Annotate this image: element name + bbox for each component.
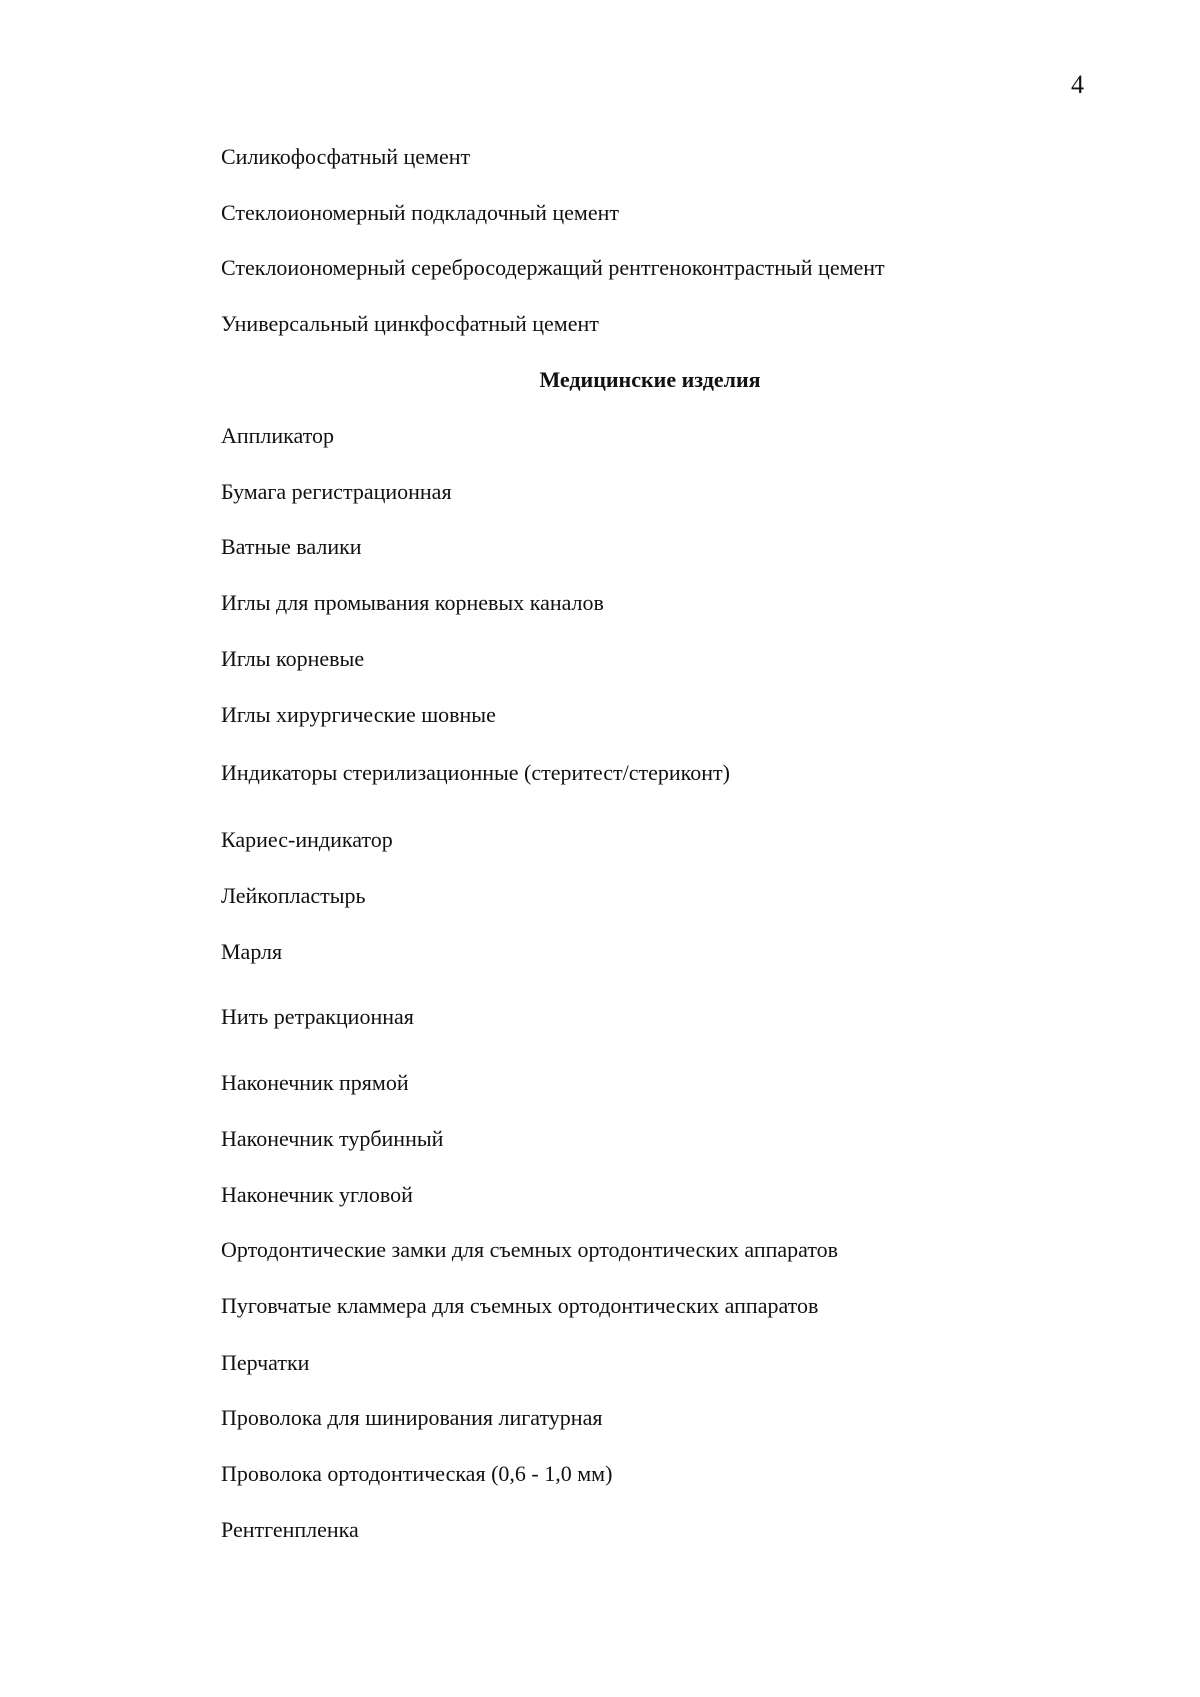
list-item-medical: Рентгенпленка [221,1517,359,1542]
list-item-medical: Индикаторы стерилизационные (стеритест/стериконт) [221,760,730,785]
list-item-medical: Бумага регистрационная [221,479,452,504]
section-heading: Медицинские изделия [539,367,761,392]
list-item-medical: Марля [221,939,283,964]
list-item-cement: Силикофосфатный цемент [221,144,471,169]
list-item-medical: Проволока для шинирования лигатурная [221,1405,603,1430]
list-item-medical: Наконечник турбинный [221,1126,444,1151]
list-item-medical: Лейкопластырь [221,883,366,908]
list-item-medical: Нить ретракционная [221,1004,414,1029]
list-item-medical: Аппликатор [221,423,335,448]
list-item-cement: Универсальный цинкфосфатный цемент [221,311,599,336]
list-item-medical: Перчатки [221,1350,310,1375]
list-item-medical: Проволока ортодонтическая (0,6 - 1,0 мм) [221,1461,613,1486]
list-item-medical: Ортодонтические замки для съемных ортодонтических аппаратов [221,1237,839,1262]
list-item-medical: Пуговчатые кламмера для съемных ортодонтических аппаратов [221,1293,819,1318]
list-item-medical: Наконечник прямой [221,1070,409,1095]
list-item-medical: Иглы корневые [221,646,365,671]
list-item-medical: Наконечник угловой [221,1182,413,1207]
list-item-medical: Иглы хирургические шовные [221,702,496,727]
list-item-cement: Стеклоиономерный серебросодержащий рентгеноконтрастный цемент [221,255,885,280]
list-item-cement: Стеклоиономерный подкладочный цемент [221,200,619,225]
page-number: 4 [1071,70,1084,99]
list-item-medical: Кариес-индикатор [221,827,393,852]
list-item-medical: Ватные валики [221,534,362,559]
list-item-medical: Иглы для промывания корневых каналов [221,590,604,615]
